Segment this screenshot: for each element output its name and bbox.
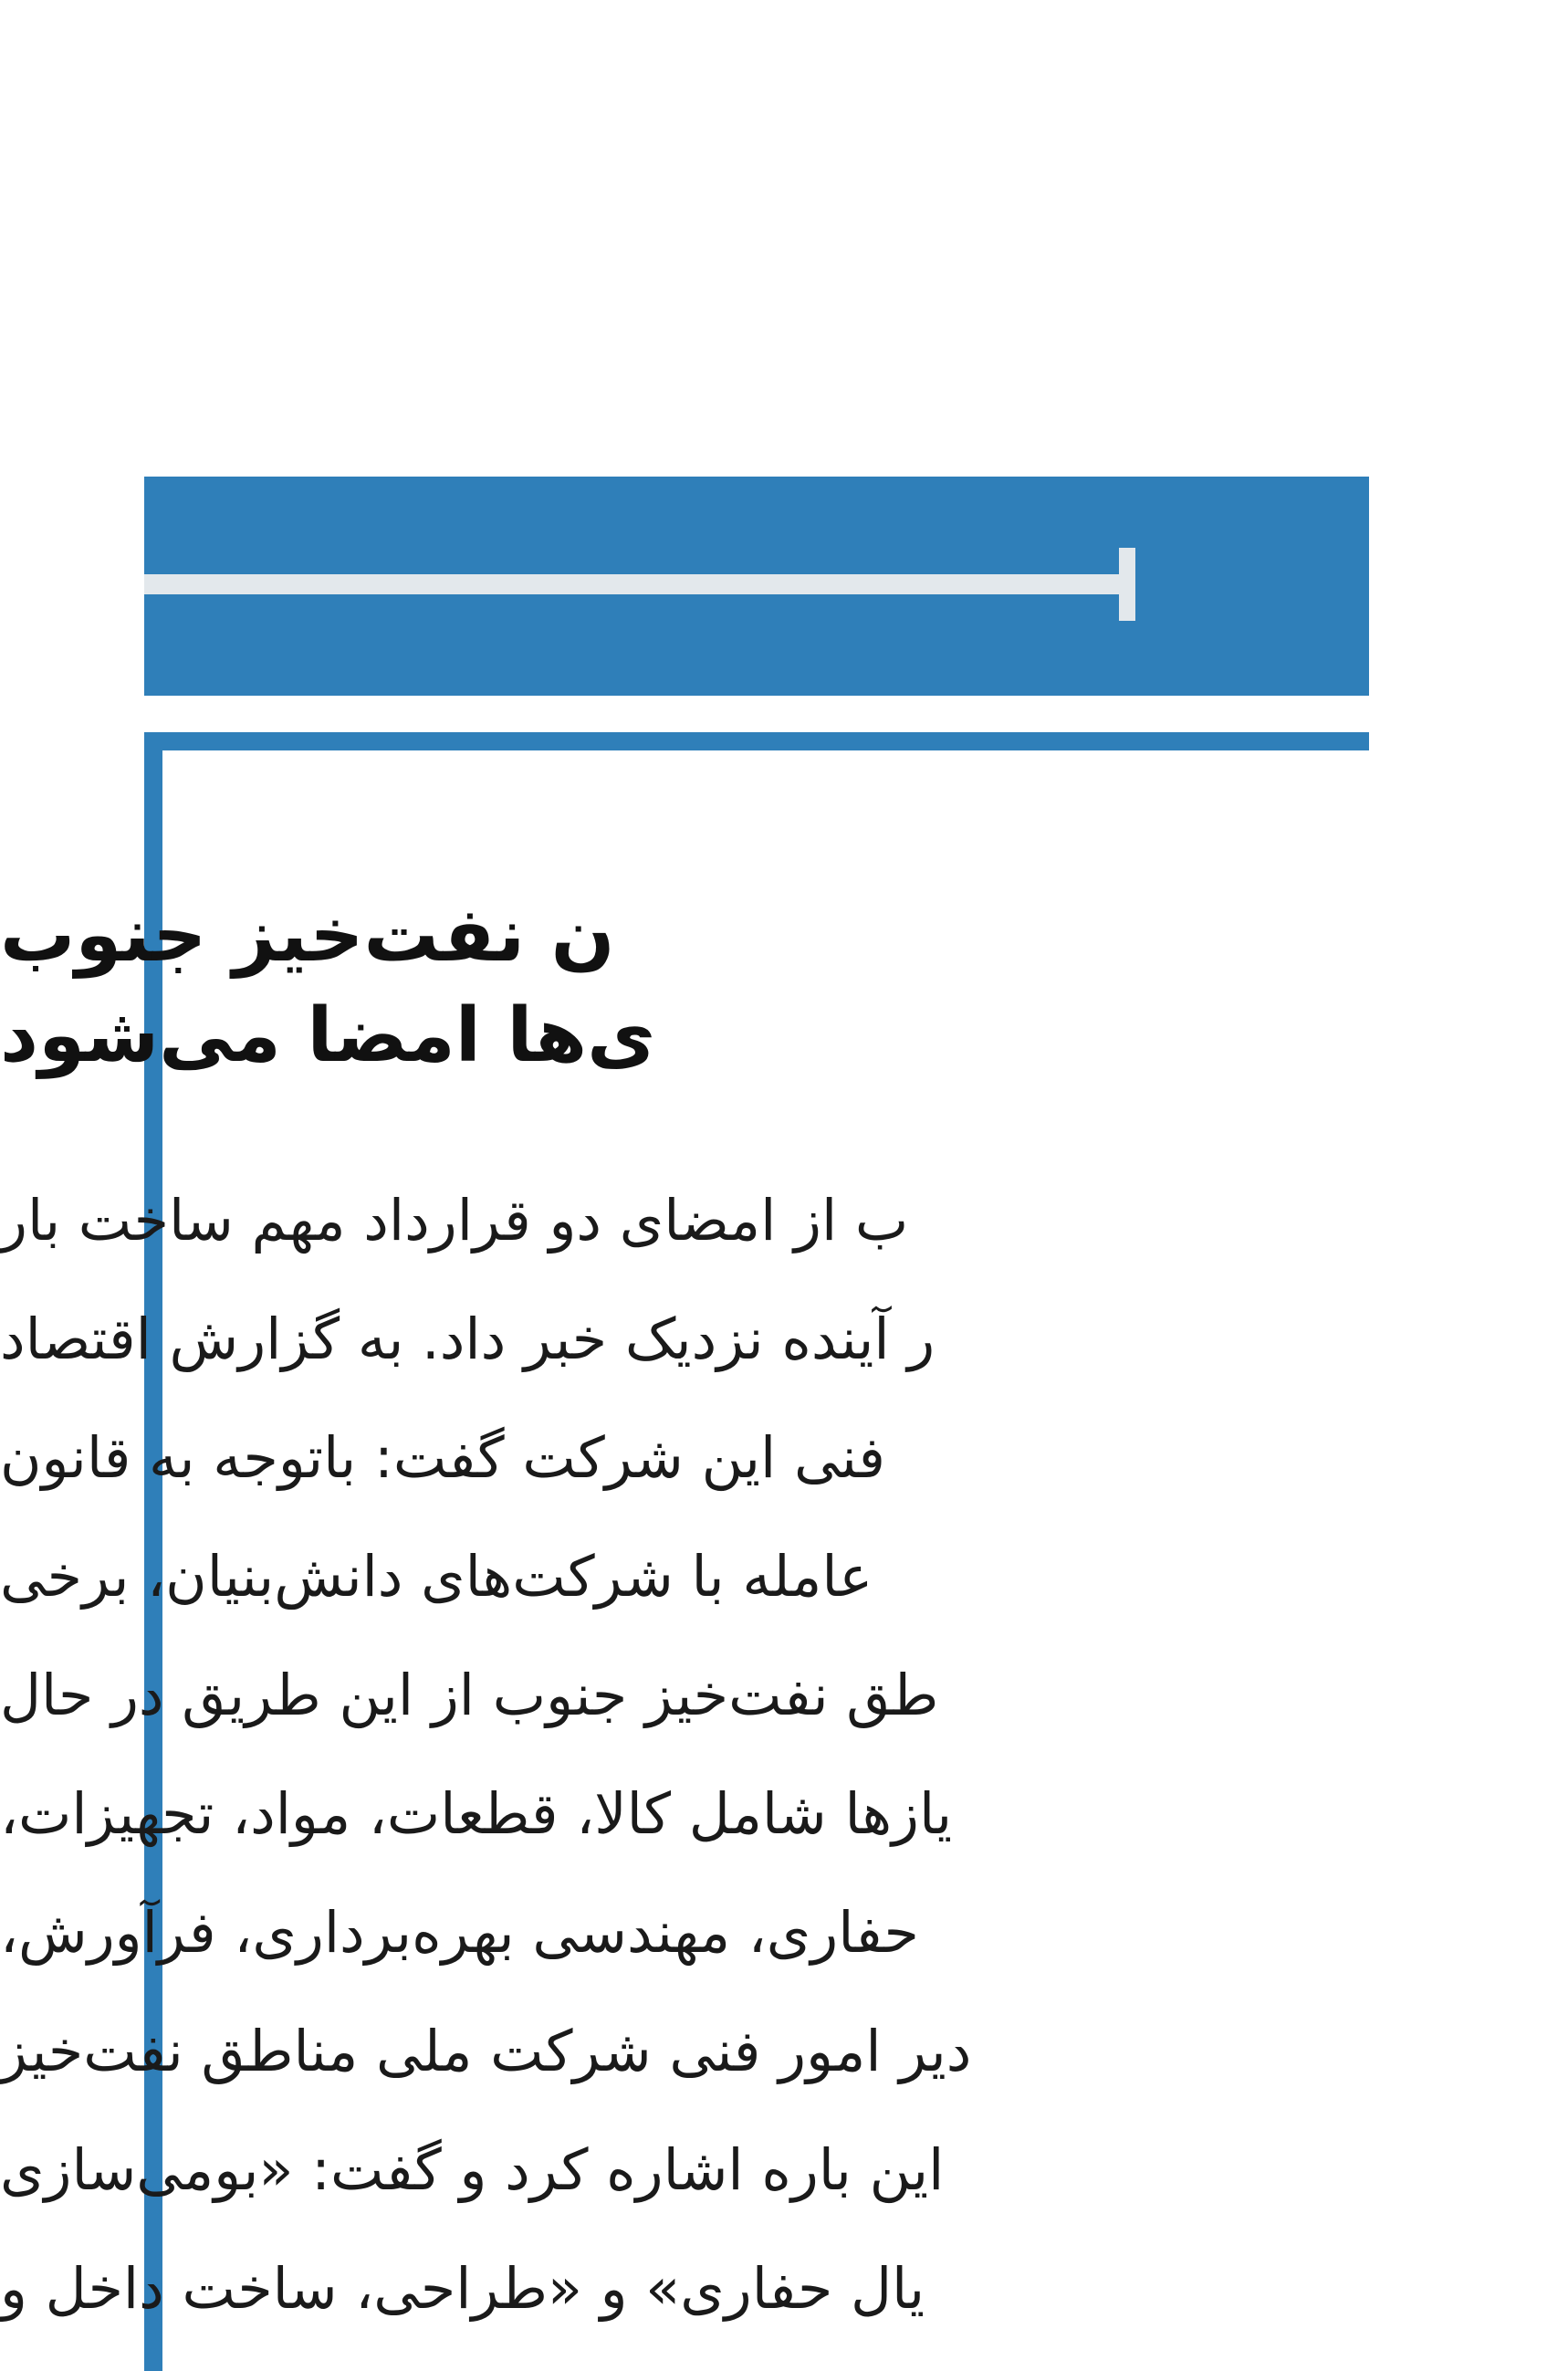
article-text-line: فنی این شرکت گفت: باتوجه به قانون: [0, 1424, 885, 1491]
section-title: ت‌ها: [1385, 535, 1568, 637]
article-text-line: دیر امور فنی شرکت ملی مناطق نفت‌خیز: [0, 2018, 972, 2084]
article-body: [0, 750, 1369, 2371]
article-frame: [0, 732, 1369, 2371]
article-text-line: حفاری، مهندسی بهره‌برداری، فرآورش،: [0, 1899, 919, 1966]
header-divider-line: [144, 574, 1125, 594]
article-text-line: یازها شامل کالا، قطعات، مواد، تجهیزات،: [0, 1780, 953, 1847]
article-text-line: طق نفت‌خیز جنوب از این طریق در حال: [0, 1662, 939, 1728]
article-text-line: یال حفاری» و «طراحی، ساخت داخل و: [0, 2255, 925, 2322]
article-text-line: این باره اشاره کرد و گفت: «بومی‌سازی: [0, 2136, 945, 2203]
article-text-line: ب از امضای دو قرارداد مهم ساخت بار: [0, 1187, 909, 1254]
article-headline-line-2: ی‌ها امضا می‌شود: [0, 992, 656, 1079]
article-headline-line-1: ن نفت‌خیز جنوب: [0, 892, 615, 979]
section-header-band: [144, 477, 1568, 696]
article-text-line: عامله با شرکت‌های دانش‌بنیان، برخی: [0, 1543, 873, 1610]
header-divider-cap: [1119, 548, 1135, 621]
article-text-line: ر آینده نزدیک خبر داد. به گزارش اقتصاد: [0, 1306, 936, 1372]
